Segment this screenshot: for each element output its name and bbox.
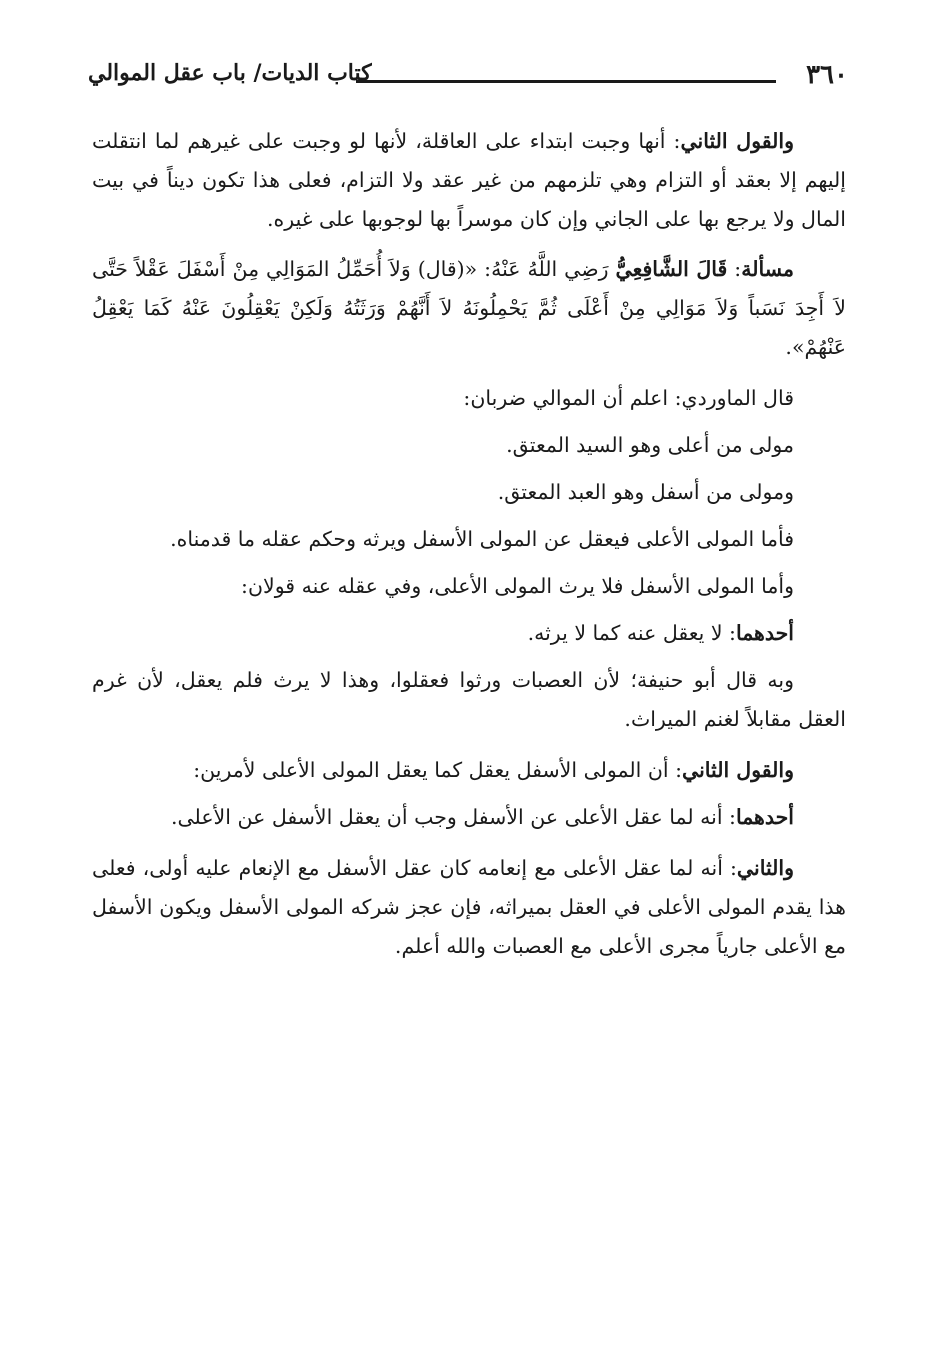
paragraph-reason-two [92, 849, 846, 966]
shafii-quote-intro: قَالَ الشَّافِعِيُّ [615, 257, 728, 281]
paragraph-label: والقول الثاني [682, 758, 794, 782]
paragraph-first-opinion [92, 614, 846, 653]
paragraph-lower-mawla: ومولى من أسفل وهو العبد المعتق. [497, 480, 794, 504]
running-title: كتاب الديات/ باب عقل الموالي [88, 60, 372, 86]
paragraph-issue [92, 250, 846, 367]
paragraph-text: : أن المولى الأسفل يعقل كما يعقل المولى الأعلى لأمرين: [193, 758, 682, 782]
paragraph-label: أحدهما [735, 621, 794, 645]
paragraph-second-opinion [92, 122, 846, 239]
paragraph-mawardi: قال الماوردي: اعلم أن الموالي ضربان: [463, 386, 794, 410]
paragraph-label: والقول الثاني [680, 129, 794, 153]
paragraph-lower-ruling: وأما المولى الأسفل فلا يرث المولى الأعلى، وفي عقله عنه قولان: [241, 574, 794, 598]
page-number: ٣٦٠ [806, 60, 848, 90]
issue-text: رَضِي اللَّهُ عَنْهُ: «(قال) وَلاَ أُحَمِّلُ المَوَالِي مِنْ أَسْفَلَ عَقْلاً حَتَّى لاَ أَجِدَ نَسَباً وَلاَ مَوَالِي مِنْ أَعْلَى ثُمَّ يَحْمِلُونَهُ لاَ أَنَّهُمْ وَرَثَتُهُ وَلَكِنْ يَعْقِلُونَ عَنْهُ كَمَا يَعْقِلُ عَنْهُمْ». [92, 257, 846, 359]
header-rule [356, 80, 776, 83]
paragraph-upper-mawla: مولى من أعلى وهو السيد المعتق. [506, 433, 794, 457]
paragraph-text: : أنها وجبت ابتداء على العاقلة، لأنها لو وجبت على غيرهم لما انتقلت إليهم إلا بعقد أو التزام وهي تلزمهم من غير عقد ولا التزام، فعلى هذا تكون ديناً في بيت المال ولا يرجع بها على الجاني وإن كان موسراً بها لوجوبها على غيره. [92, 129, 846, 231]
paragraph-reason-one [92, 798, 846, 837]
issue-separator: : [727, 257, 742, 281]
issue-label: مسألة [741, 257, 794, 281]
paragraph-text: : أنه لما عقل الأعلى مع إنعامه كان عقل الأسفل مع الإنعام عليه أولى، فعلى هذا يقدم المولى الأعلى في العقل بميراثه، فإن عجز شركه المولى الأسفل ويكون الأسفل مع الأعلى جارياً مجرى الأعلى مع العصبات والله أعلم. [92, 856, 846, 958]
page-header [88, 54, 848, 94]
paragraph-label: والثاني [736, 856, 794, 880]
paragraph-text: : لا يعقل عنه كما لا يرثه. [527, 621, 736, 645]
paragraph-second-opinion-b [92, 751, 846, 790]
paragraph-abu-hanifa: وبه قال أبو حنيفة؛ لأن العصبات ورثوا فعقلوا، وهذا لا يرث فلم يعقل، لأن غرم العقل مقابلاً لغنم الميراث. [92, 668, 846, 731]
paragraph-label: أحدهما [735, 805, 794, 829]
text-body [92, 122, 846, 977]
paragraph-upper-ruling: فأما المولى الأعلى فيعقل عن المولى الأسفل ويرثه وحكم عقله ما قدمناه. [170, 527, 794, 551]
paragraph-text: : أنه لما عقل الأعلى عن الأسفل وجب أن يعقل الأسفل عن الأعلى. [170, 805, 736, 829]
